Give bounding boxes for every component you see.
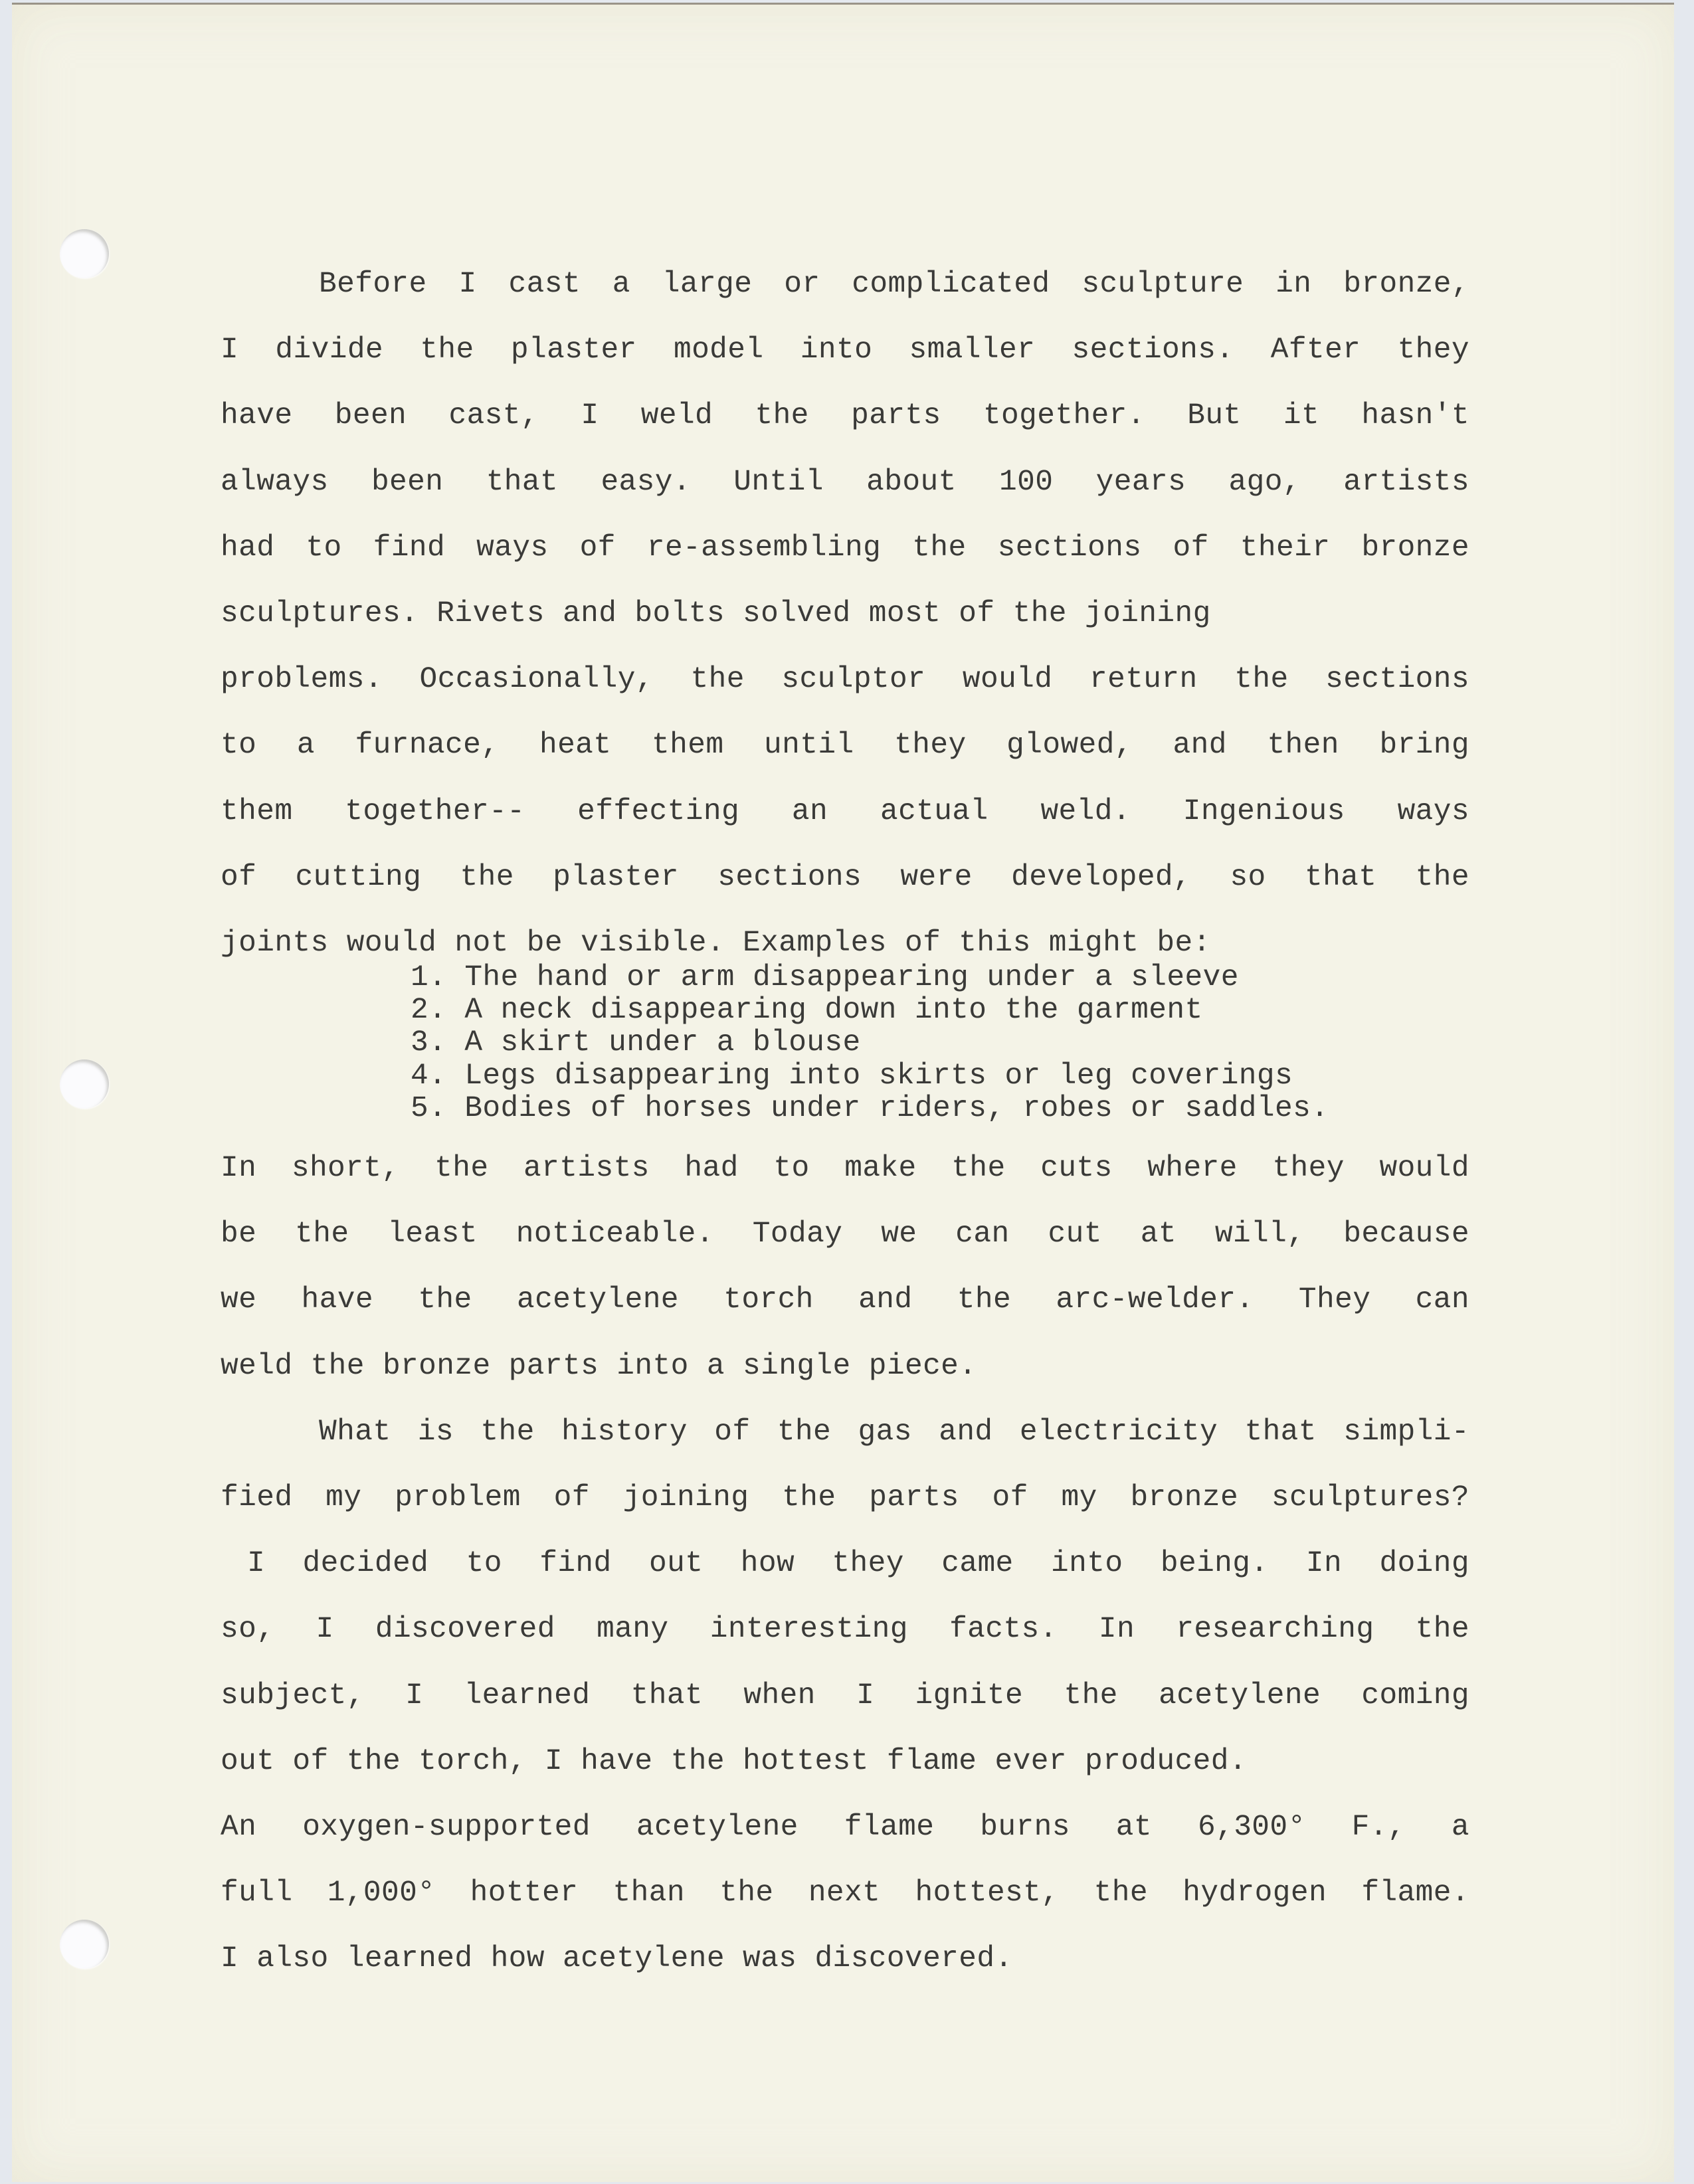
punch-hole-bottom [60, 1920, 109, 1969]
text-line: out of the torch, I have the hottest flame ever produced. [221, 1744, 1247, 1778]
text-line: had to find ways of re-assembling the sections of their bronze [221, 531, 1469, 565]
text-line: problems. Occasionally, the sculptor would return the sections [221, 663, 1469, 697]
text-line: An oxygen-supported acetylene flame burns at 6,300° F., a [221, 1810, 1469, 1844]
paper-page [12, 3, 1674, 2182]
paragraph-1 [221, 252, 1469, 976]
text-line: have been cast, I weld the parts together. But it hasn't [221, 399, 1469, 433]
text-line: I decided to find out how they came into being. In doing [247, 1547, 1469, 1581]
text-line: I divide the plaster model into smaller sections. After they [221, 333, 1469, 367]
text-line: In short, the artists had to make the cuts where they would [221, 1152, 1469, 1185]
paragraph-4 [221, 1795, 1469, 1993]
document-body [221, 252, 1469, 1992]
text-line: full 1,000° hotter than the next hottest, the hydrogen flame. [221, 1876, 1469, 1910]
paragraph-3 [221, 1400, 1469, 1795]
list-item: 3. A skirt under a blouse [411, 1026, 861, 1060]
text-line: them together-- effecting an actual weld. Ingenious ways [221, 794, 1469, 828]
punch-hole-middle [60, 1059, 109, 1109]
list-item: 4. Legs disappearing into skirts or leg coverings [411, 1059, 1293, 1093]
list-item: 1. The hand or arm disappearing under a sleeve [411, 961, 1239, 995]
text-line: fied my problem of joining the parts of my bronze sculptures? [221, 1481, 1469, 1514]
paragraph-2 [221, 1136, 1469, 1400]
text-line: so, I discovered many interesting facts. In researching the [221, 1613, 1469, 1647]
text-line: What is the history of the gas and electricity that simpli- [319, 1415, 1469, 1449]
list-item: 5. Bodies of horses under riders, robes or saddles. [411, 1091, 1329, 1125]
punch-hole-top [60, 229, 109, 278]
text-line: joints would not be visible. Examples of this might be: [221, 926, 1211, 960]
examples-list [221, 962, 1469, 1125]
text-line: always been that easy. Until about 100 years ago, artists [221, 465, 1469, 499]
text-line: of cutting the plaster sections were developed, so that the [221, 860, 1469, 894]
text-line: to a furnace, heat them until they glowed, and then bring [221, 729, 1469, 763]
text-line: weld the bronze parts into a single piece. [221, 1349, 977, 1383]
text-line: Before I cast a large or complicated sculpture in bronze, [319, 268, 1469, 301]
text-line: subject, I learned that when I ignite the acetylene coming [221, 1679, 1469, 1712]
text-line: be the least noticeable. Today we can cut at will, because [221, 1218, 1469, 1251]
text-line: sculptures. Rivets and bolts solved most of the joining [221, 596, 1211, 630]
list-item: 2. A neck disappearing down into the garment [411, 994, 1203, 1028]
text-line: we have the acetylene torch and the arc-welder. They can [221, 1283, 1469, 1317]
text-line: I also learned how acetylene was discovered. [221, 1942, 1013, 1976]
